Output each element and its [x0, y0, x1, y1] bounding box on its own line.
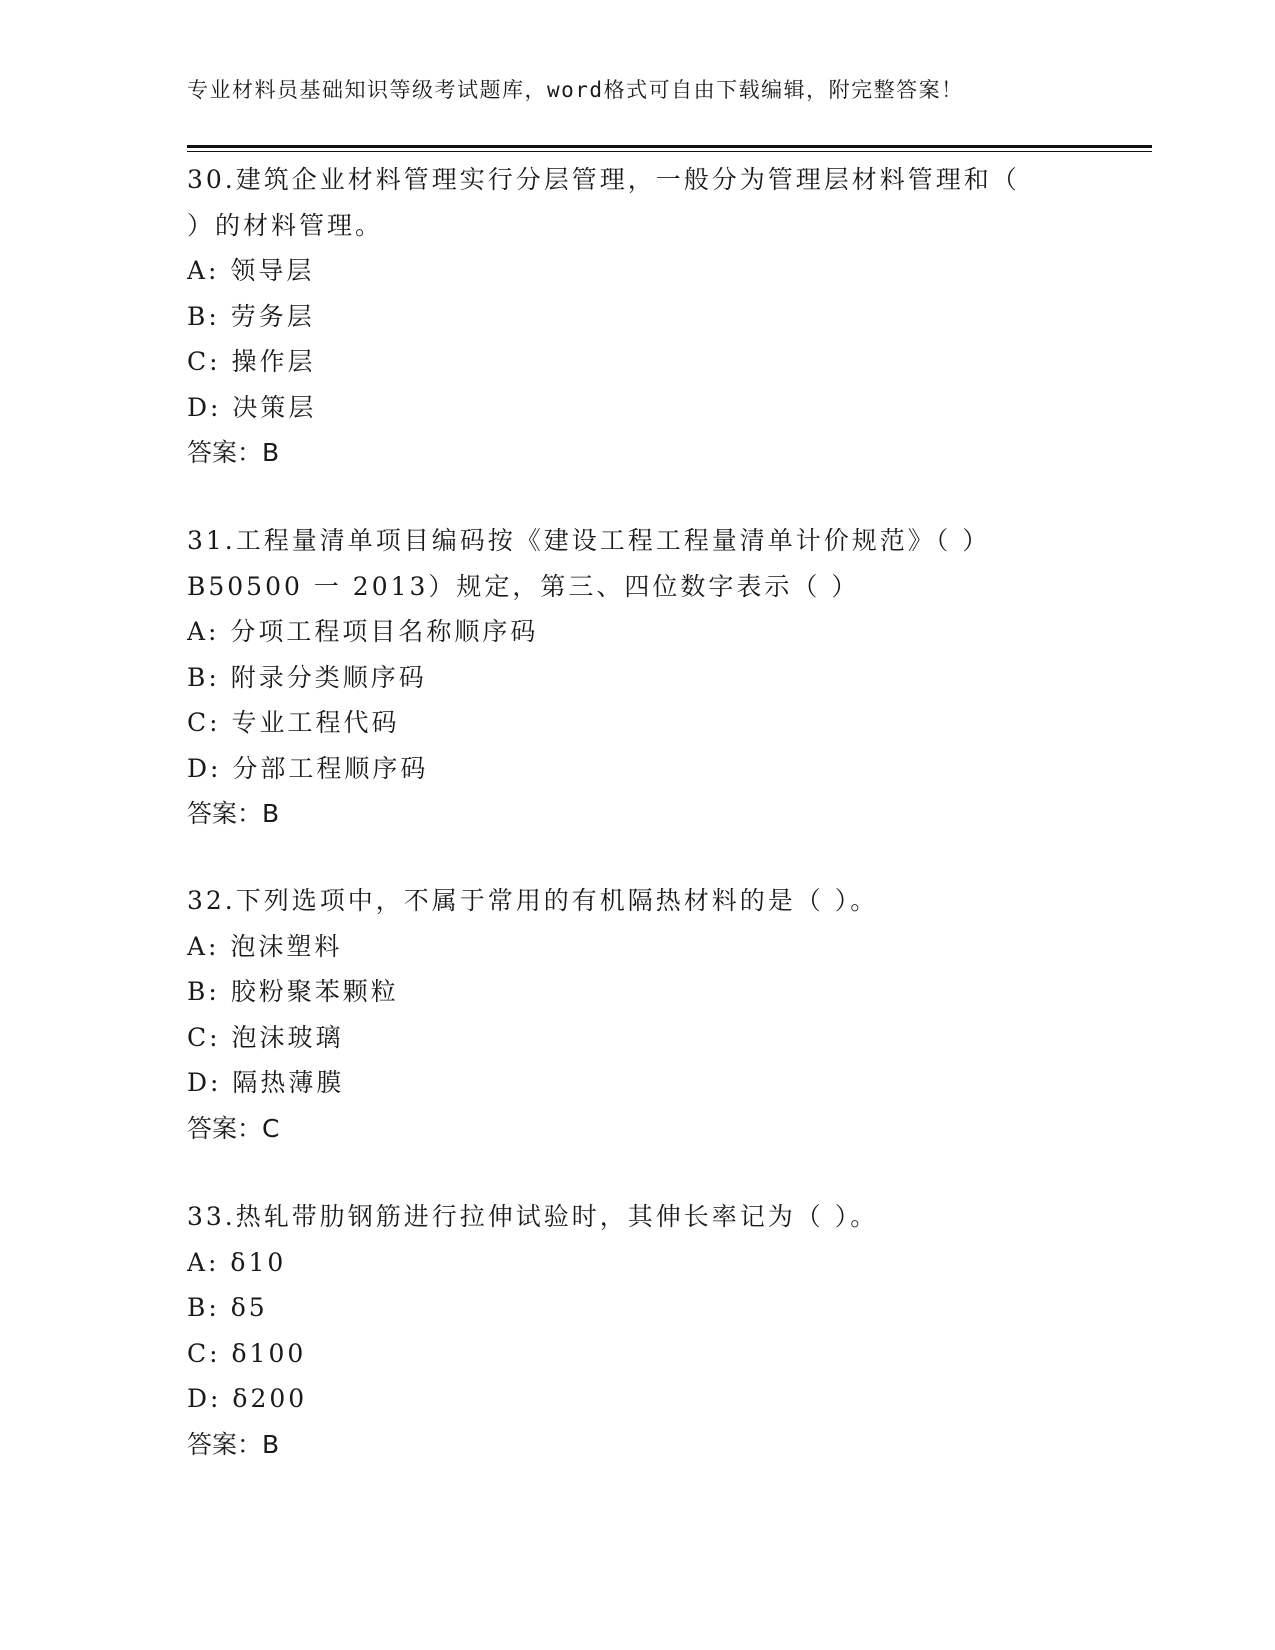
answer: 答案：C [187, 1113, 280, 1143]
question-33 [187, 1194, 1087, 1467]
question-30 [187, 157, 1087, 476]
option-a: A: 领导层 [187, 256, 315, 285]
option-b: B: δ5 [187, 1293, 268, 1322]
answer: 答案：B [187, 1429, 280, 1459]
option-a: A: 泡沫塑料 [187, 931, 343, 961]
question-stem-line: 30.建筑企业材料管理实行分层管理，一般分为管理层材料管理和（ [187, 165, 1020, 194]
option-a: A: δ10 [187, 1247, 287, 1277]
header-rule-thin [187, 151, 1152, 152]
question-stem-line: 31.工程量清单项目编码按《建设工程工程量清单计价规范》（ ） [187, 526, 991, 555]
question-stem-line: ）的材料管理。 [187, 210, 384, 240]
option-d: D: 分部工程顺序码 [187, 753, 429, 783]
option-a: A: 分项工程项目名称顺序码 [187, 617, 539, 646]
answer: 答案：B [187, 799, 280, 828]
option-b: B: 劳务层 [187, 301, 315, 331]
option-d: D: δ200 [187, 1384, 308, 1413]
document-header: 专业材料员基础知识等级考试题库，word格式可自由下载编辑，附完整答案！ [187, 78, 964, 102]
option-c: C: 泡沫玻璃 [187, 1022, 344, 1052]
question-31 [187, 518, 1087, 837]
option-b: B: 胶粉聚苯颗粒 [187, 977, 399, 1006]
answer: 答案：B [187, 438, 280, 467]
option-b: B: 附录分类顺序码 [187, 662, 427, 692]
header-rule-thick [187, 145, 1152, 148]
option-d: D: 决策层 [187, 392, 317, 422]
question-32 [187, 878, 1087, 1151]
option-c: C: 专业工程代码 [187, 708, 400, 737]
question-stem-line: 33.热轧带肋钢筋进行拉伸试验时，其伸长率记为（ ）。 [187, 1202, 879, 1231]
question-stem-line: 32.下列选项中，不属于常用的有机隔热材料的是（ ）。 [187, 886, 879, 915]
option-c: C: δ100 [187, 1338, 307, 1368]
option-d: D: 隔热薄膜 [187, 1068, 345, 1097]
question-stem-line: B50500 一 2013）规定，第三、四位数字表示（ ） [187, 571, 860, 601]
option-c: C: 操作层 [187, 347, 316, 376]
